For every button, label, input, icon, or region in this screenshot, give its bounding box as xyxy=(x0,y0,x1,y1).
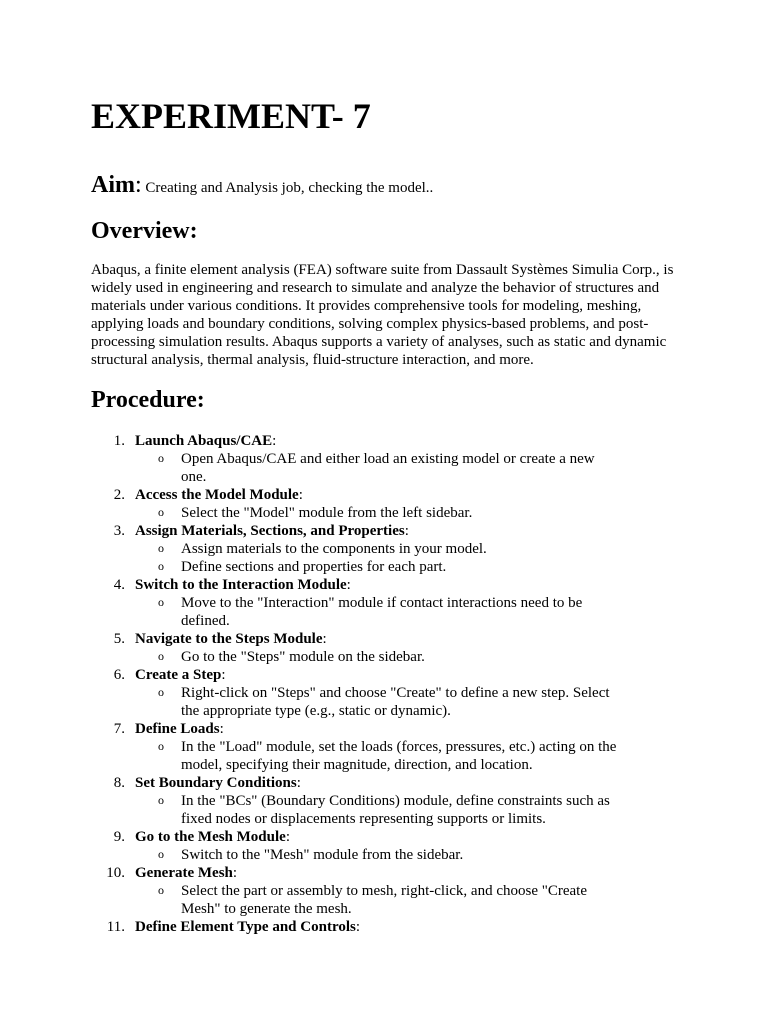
substep xyxy=(135,882,621,918)
substep xyxy=(135,648,621,666)
procedure-heading-colon: : xyxy=(196,387,205,413)
step-substeps-list xyxy=(135,792,691,828)
step-title: Access the Model Module xyxy=(135,487,299,503)
step-title-colon: : xyxy=(404,523,409,539)
procedure-step xyxy=(91,486,691,522)
substep-text: Select the part or assembly to mesh, right-click, and choose "Create Mesh" to generate the mesh. xyxy=(181,883,587,917)
substep xyxy=(135,846,621,864)
step-number: 3. xyxy=(113,523,125,539)
procedure-step xyxy=(91,432,691,486)
procedure-step xyxy=(91,918,691,936)
step-title-colon: : xyxy=(296,775,301,791)
overview-heading xyxy=(91,216,198,246)
overview-heading-colon: : xyxy=(189,218,198,244)
step-number: 11. xyxy=(106,919,125,935)
step-substeps-list xyxy=(135,504,691,522)
overview-paragraph: Abaqus, a finite element analysis (FEA) software suite from Dassault Systèmes Simulia Corp., is widely used in engineering and research to simulate and analyze the behavior of structures and materials under various conditions. It provides comprehensive tools for modeling, meshing, applying loads and boundary conditions, solving complex physics-based problems, and post-processing simulation results. Abaqus supports a variety of analyses, such as static and dynamic structural analysis, thermal analysis, fluid-structure interaction, and more. xyxy=(91,262,674,368)
step-title: Switch to the Interaction Module xyxy=(135,577,347,593)
procedure-step xyxy=(91,522,691,576)
bullet-icon: o xyxy=(158,739,164,753)
aim-text: Creating and Analysis job, checking the model.. xyxy=(141,180,434,196)
substep xyxy=(135,540,621,558)
substep-text: Go to the "Steps" module on the sidebar. xyxy=(181,649,425,665)
step-number: 5. xyxy=(113,631,125,647)
substep xyxy=(135,558,621,576)
step-number: 10. xyxy=(106,865,125,881)
step-title-colon: : xyxy=(355,919,361,935)
procedure-step xyxy=(91,576,691,630)
procedure-heading-text: Procedure xyxy=(91,387,197,413)
substep xyxy=(135,792,621,828)
step-title-colon: : xyxy=(232,865,238,881)
procedure-step xyxy=(91,630,691,666)
page-title: EXPERIMENT- 7 xyxy=(91,96,371,136)
procedure-step xyxy=(91,774,691,828)
bullet-icon: o xyxy=(158,685,164,699)
step-title: Set Boundary Conditions xyxy=(135,775,297,791)
bullet-icon: o xyxy=(158,541,164,555)
step-title: Assign Materials, Sections, and Properties xyxy=(135,523,405,539)
step-title-colon: : xyxy=(272,433,277,449)
bullet-icon: o xyxy=(158,649,164,663)
procedure-step xyxy=(91,864,691,918)
substep-text: Move to the "Interaction" module if contact interactions need to be defined. xyxy=(181,595,583,629)
step-substeps-list xyxy=(135,882,691,918)
step-substeps-list xyxy=(135,594,691,630)
substep-text: In the "Load" module, set the loads (forces, pressures, etc.) acting on the model, specifying their magnitude, direction, and location. xyxy=(181,739,617,773)
bullet-icon: o xyxy=(158,505,164,519)
step-title: Generate Mesh xyxy=(135,865,233,881)
substep xyxy=(135,594,621,630)
bullet-icon: o xyxy=(158,847,164,861)
bullet-icon: o xyxy=(158,451,164,465)
step-title: Go to the Mesh Module xyxy=(135,829,286,845)
step-number: 9. xyxy=(113,829,125,845)
step-title-colon: : xyxy=(221,667,226,683)
substep-text: Right-click on "Steps" and choose "Create" to define a new step. Select the appropriate type (e.g., static or dynamic). xyxy=(181,685,610,719)
step-title: Create a Step xyxy=(135,667,222,683)
step-number: 8. xyxy=(113,775,125,791)
step-substeps-list xyxy=(135,846,691,864)
step-number: 4. xyxy=(113,577,125,593)
step-title: Define Loads xyxy=(135,721,220,737)
aim-colon: : xyxy=(135,172,142,198)
substep-text: Open Abaqus/CAE and either load an existing model or create a new one. xyxy=(181,451,595,485)
procedure-step xyxy=(91,828,691,864)
step-title-colon: : xyxy=(285,829,290,845)
substep xyxy=(135,450,621,486)
step-substeps-list xyxy=(135,738,691,774)
step-title-colon: : xyxy=(346,577,351,593)
substep-text: Assign materials to the components in your model. xyxy=(181,541,487,557)
step-title-colon: : xyxy=(322,631,327,647)
step-substeps-list xyxy=(135,684,691,720)
procedure-step xyxy=(91,666,691,720)
substep xyxy=(135,684,621,720)
step-substeps-list xyxy=(135,648,691,666)
aim-label: Aim xyxy=(91,172,135,198)
bullet-icon: o xyxy=(158,793,164,807)
step-number: 1. xyxy=(113,433,125,449)
step-number: 6. xyxy=(113,667,125,683)
procedure-heading xyxy=(91,385,205,415)
substep xyxy=(135,504,621,522)
bullet-icon: o xyxy=(158,595,164,609)
step-substeps-list xyxy=(135,450,691,486)
step-title-colon: : xyxy=(298,487,303,503)
procedure-steps-list xyxy=(91,432,691,936)
substep xyxy=(135,738,621,774)
substep-text: Select the "Model" module from the left sidebar. xyxy=(181,505,473,521)
step-substeps-list xyxy=(135,540,691,576)
overview-heading-text: Overview xyxy=(91,218,190,244)
step-number: 7. xyxy=(113,721,125,737)
step-title: Define Element Type and Controls xyxy=(135,919,356,935)
substep-text: In the "BCs" (Boundary Conditions) module, define constraints such as fixed nodes or displacements representing supports or limits. xyxy=(181,793,610,827)
step-title-colon: : xyxy=(219,721,224,737)
bullet-icon: o xyxy=(158,559,164,573)
substep-text: Define sections and properties for each part. xyxy=(181,559,447,575)
procedure-step xyxy=(91,720,691,774)
aim-line xyxy=(91,171,433,202)
step-title: Navigate to the Steps Module xyxy=(135,631,323,647)
substep-text: Switch to the "Mesh" module from the sidebar. xyxy=(181,847,464,863)
step-number: 2. xyxy=(113,487,125,503)
bullet-icon: o xyxy=(158,883,164,897)
step-title: Launch Abaqus/CAE xyxy=(135,433,273,449)
